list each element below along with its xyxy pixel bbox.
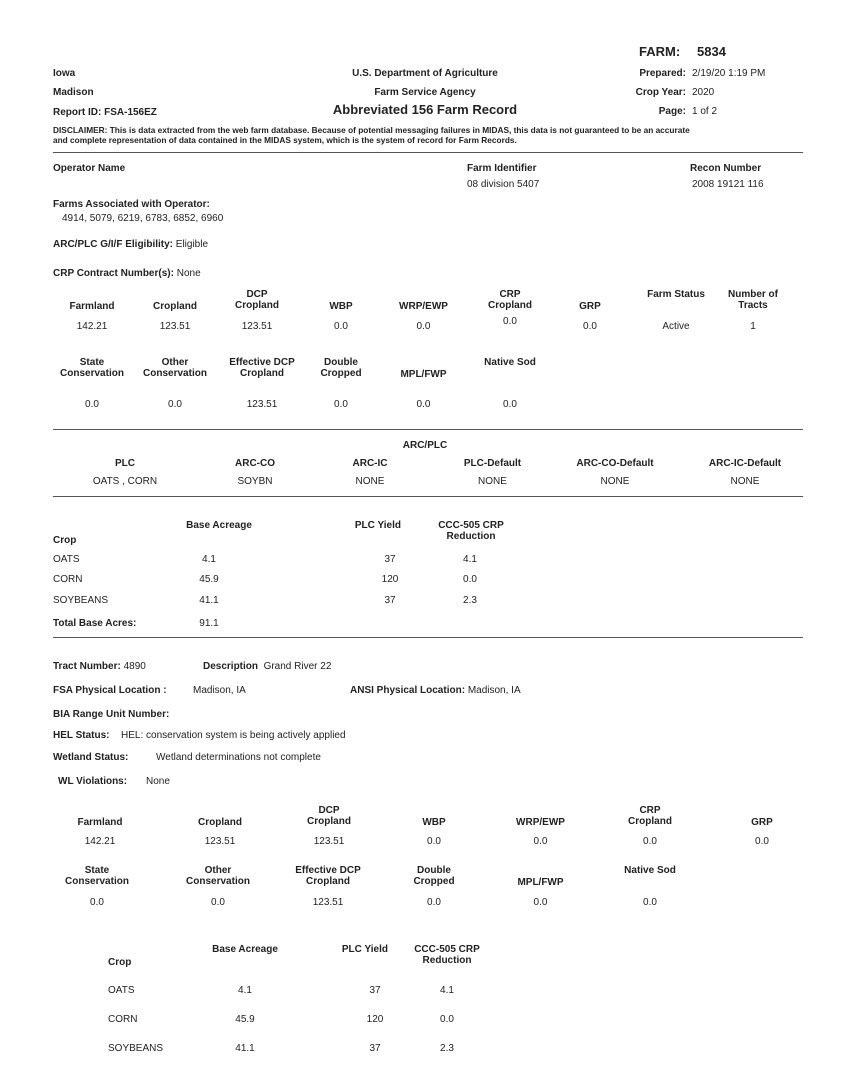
cell-value: 0.0 xyxy=(503,399,517,410)
wl-violations-value: None xyxy=(146,776,170,787)
col-header: State Conservation xyxy=(60,357,124,379)
cell-value: 0.0 xyxy=(427,836,441,847)
cell-value: 123.51 xyxy=(312,897,344,908)
page-label: Page: xyxy=(658,106,686,117)
col-header: WBP xyxy=(329,301,353,312)
cell-value: 142.21 xyxy=(76,321,108,332)
col-header: Farmland xyxy=(69,301,115,312)
cell-value: 4.1 xyxy=(202,554,216,565)
report-id: Report ID: FSA-156EZ xyxy=(53,107,157,118)
col-header: GRP xyxy=(579,301,601,312)
farms-associated-label: Farms Associated with Operator: xyxy=(53,199,210,210)
crop-name: SOYBEANS xyxy=(108,1043,164,1054)
cell-value: NONE xyxy=(355,476,385,487)
cell-value: 0.0 xyxy=(755,836,769,847)
fsa-location-label: FSA Physical Location : xyxy=(53,685,167,696)
farm-identifier-label: Farm Identifier xyxy=(467,163,537,174)
ansi-location-value: Madison, IA xyxy=(467,685,521,696)
col-header: DCP Cropland xyxy=(307,805,351,827)
cell-value: 0.0 xyxy=(90,897,104,908)
disclaimer-line1: DISCLAIMER: This is data extracted from the web farm database. Because of potential messaging failures in MIDAS, this data is not guaranteed to be an accurate xyxy=(53,125,690,135)
crop-year-value: 2020 xyxy=(692,87,715,98)
col-header: Farm Status xyxy=(647,289,705,300)
col-header: Effective DCP Cropland xyxy=(295,865,361,887)
state-name: Iowa xyxy=(53,68,76,79)
cell-value: 120 xyxy=(381,574,399,585)
tract-number-label: Tract Number: xyxy=(53,661,121,672)
col-header: Other Conservation xyxy=(186,865,250,887)
wetland-status-value: Wetland determinations not complete xyxy=(156,752,321,763)
col-header: PLC Yield xyxy=(354,520,401,531)
divider xyxy=(53,637,803,638)
cell-value: 41.1 xyxy=(199,595,219,606)
crop-name: CORN xyxy=(108,1014,138,1025)
col-header: PLC Yield xyxy=(341,944,388,955)
col-header: Crop xyxy=(108,957,132,968)
arc-plc-eligibility-label: ARC/PLC G/I/F Eligibility: xyxy=(53,239,173,250)
col-header: MPL/FWP xyxy=(400,369,447,380)
recon-number-value: 2008 19121 116 xyxy=(692,179,764,190)
cell-value: 123.51 xyxy=(159,321,191,332)
col-header: WBP xyxy=(422,817,446,828)
col-header: DCP Cropland xyxy=(235,289,279,311)
bia-range-unit-label: BIA Range Unit Number: xyxy=(53,709,170,720)
cell-value: 0.0 xyxy=(583,321,597,332)
cell-value: 0.0 xyxy=(416,399,431,410)
col-header: CRP Cropland xyxy=(628,805,672,827)
cell-value: 4.1 xyxy=(463,554,477,565)
cell-value: 123.51 xyxy=(246,399,278,410)
divider xyxy=(53,152,803,153)
col-header: PLC xyxy=(115,458,135,469)
col-header: Native Sod xyxy=(484,357,536,368)
col-header: WRP/EWP xyxy=(399,301,448,312)
col-header: Number of Tracts xyxy=(728,289,778,311)
cell-value: 2.3 xyxy=(440,1043,454,1054)
agency-line1: U.S. Department of Agriculture xyxy=(352,68,498,79)
arc-plc-eligibility xyxy=(53,239,208,250)
col-header: Cropland xyxy=(153,301,197,312)
cell-value: 4.1 xyxy=(440,985,454,996)
arc-plc-title: ARC/PLC xyxy=(402,440,448,451)
divider xyxy=(53,429,803,430)
crop-name: CORN xyxy=(53,574,83,585)
col-header: CCC-505 CRP Reduction xyxy=(438,520,504,542)
crop-name: OATS xyxy=(108,985,135,996)
col-header: Base Acreage xyxy=(212,944,278,955)
cell-value: 0.0 xyxy=(334,321,348,332)
cell-value: 0.0 xyxy=(503,316,517,327)
col-header: Double Cropped xyxy=(413,865,455,887)
col-header: Double Cropped xyxy=(320,357,362,379)
prepared-value: 2/19/20 1:19 PM xyxy=(692,68,766,79)
col-header: State Conservation xyxy=(65,865,129,887)
cell-value: 0.0 xyxy=(334,399,348,410)
cell-value: NONE xyxy=(478,476,507,487)
cell-value: 0.0 xyxy=(85,399,99,410)
crp-contract xyxy=(53,268,201,279)
col-header: Base Acreage xyxy=(186,520,252,531)
col-header: Effective DCP Cropland xyxy=(229,357,295,379)
col-header: CCC-505 CRP Reduction xyxy=(414,944,480,966)
col-header: WRP/EWP xyxy=(516,817,565,828)
disclaimer-line2: and complete representation of data contained in the MIDAS system, which is the system of record for Farm Records. xyxy=(53,135,517,145)
cell-value: 123.51 xyxy=(204,836,236,847)
total-base-acres-label: Total Base Acres: xyxy=(53,618,137,629)
col-header: ARC-IC xyxy=(352,458,388,469)
farm-identifier-value: 08 division 5407 xyxy=(467,179,540,190)
divider xyxy=(53,496,803,497)
tract-description-label: Description xyxy=(203,661,259,672)
total-base-acres-value: 91.1 xyxy=(199,618,219,629)
farm-number: 5834 xyxy=(697,44,726,59)
cell-value: NONE xyxy=(600,476,630,487)
cell-value: 37 xyxy=(369,1043,381,1054)
farm-label: FARM: xyxy=(639,44,681,59)
cell-value: 120 xyxy=(366,1014,384,1025)
tract-number xyxy=(53,661,146,672)
cell-value: 45.9 xyxy=(199,574,219,585)
cell-value: 0.0 xyxy=(533,897,548,908)
recon-number-label: Recon Number xyxy=(690,163,762,174)
cell-value: 123.51 xyxy=(241,321,273,332)
farms-associated-value: 4914, 5079, 6219, 6783, 6852, 6960 xyxy=(62,213,224,224)
col-header: MPL/FWP xyxy=(517,877,564,888)
cell-value: 4.1 xyxy=(238,985,252,996)
cell-value: 123.51 xyxy=(313,836,345,847)
cell-value: OATS , CORN xyxy=(92,476,158,487)
crp-contract-label: CRP Contract Number(s): xyxy=(53,268,174,279)
cell-value: 45.9 xyxy=(235,1014,255,1025)
col-header: Crop xyxy=(53,535,77,546)
cell-value: 0.0 xyxy=(427,897,441,908)
col-header: Farmland xyxy=(77,817,123,828)
page-title: Abbreviated 156 Farm Record xyxy=(332,102,518,117)
cell-value: 0.0 xyxy=(533,836,548,847)
col-header: Cropland xyxy=(198,817,242,828)
cell-value: SOYBN xyxy=(237,476,273,487)
col-header: ARC-CO-Default xyxy=(576,458,654,469)
cell-value: 37 xyxy=(384,554,396,565)
col-header: Other Conservation xyxy=(143,357,207,379)
page-value: 1 of 2 xyxy=(692,106,718,117)
hel-status-value: HEL: conservation system is being actively applied xyxy=(121,730,346,741)
cell-value: 1 xyxy=(750,321,756,332)
disclaimer xyxy=(53,125,690,145)
crop-year-label: Crop Year: xyxy=(635,87,686,98)
cell-value: NONE xyxy=(730,476,760,487)
fsa-location-value: Madison, IA xyxy=(193,685,246,696)
county-name: Madison xyxy=(53,87,94,98)
col-header: PLC-Default xyxy=(463,458,522,469)
crop-name: OATS xyxy=(53,554,80,565)
cell-value: 0.0 xyxy=(440,1014,454,1025)
col-header: Native Sod xyxy=(624,865,676,876)
cell-value: 41.1 xyxy=(235,1043,255,1054)
wetland-status-label: Wetland Status: xyxy=(53,752,129,763)
crp-contract-value: None xyxy=(176,268,201,279)
cell-value: 142.21 xyxy=(84,836,116,847)
cell-value: 2.3 xyxy=(463,595,477,606)
operator-name-label: Operator Name xyxy=(53,163,126,174)
cell-value: 37 xyxy=(369,985,381,996)
arc-plc-eligibility-value: Eligible xyxy=(175,239,209,250)
hel-status-label: HEL Status: xyxy=(53,730,110,741)
col-header: GRP xyxy=(751,817,773,828)
wl-violations-label: WL Violations: xyxy=(58,776,128,787)
cell-value: 0.0 xyxy=(463,574,477,585)
prepared-label: Prepared: xyxy=(639,68,686,79)
col-header: ARC-CO xyxy=(235,458,275,469)
cell-value: 0.0 xyxy=(643,897,657,908)
cell-value: 0.0 xyxy=(211,897,225,908)
col-header: CRP Cropland xyxy=(488,289,532,311)
ansi-location-label: ANSI Physical Location: xyxy=(350,685,466,696)
col-header: ARC-IC-Default xyxy=(708,458,782,469)
cell-value: 0.0 xyxy=(643,836,657,847)
cell-value: 0.0 xyxy=(168,399,182,410)
agency-line2: Farm Service Agency xyxy=(374,87,476,98)
tract-description-value: Grand River 22 xyxy=(263,661,332,672)
cell-value: 0.0 xyxy=(416,321,431,332)
cell-value: Active xyxy=(662,321,690,332)
tract-description xyxy=(203,661,331,672)
tract-number-value: 4890 xyxy=(123,661,146,672)
cell-value: 37 xyxy=(384,595,396,606)
ansi-location xyxy=(350,685,521,696)
crop-name: SOYBEANS xyxy=(53,595,109,606)
